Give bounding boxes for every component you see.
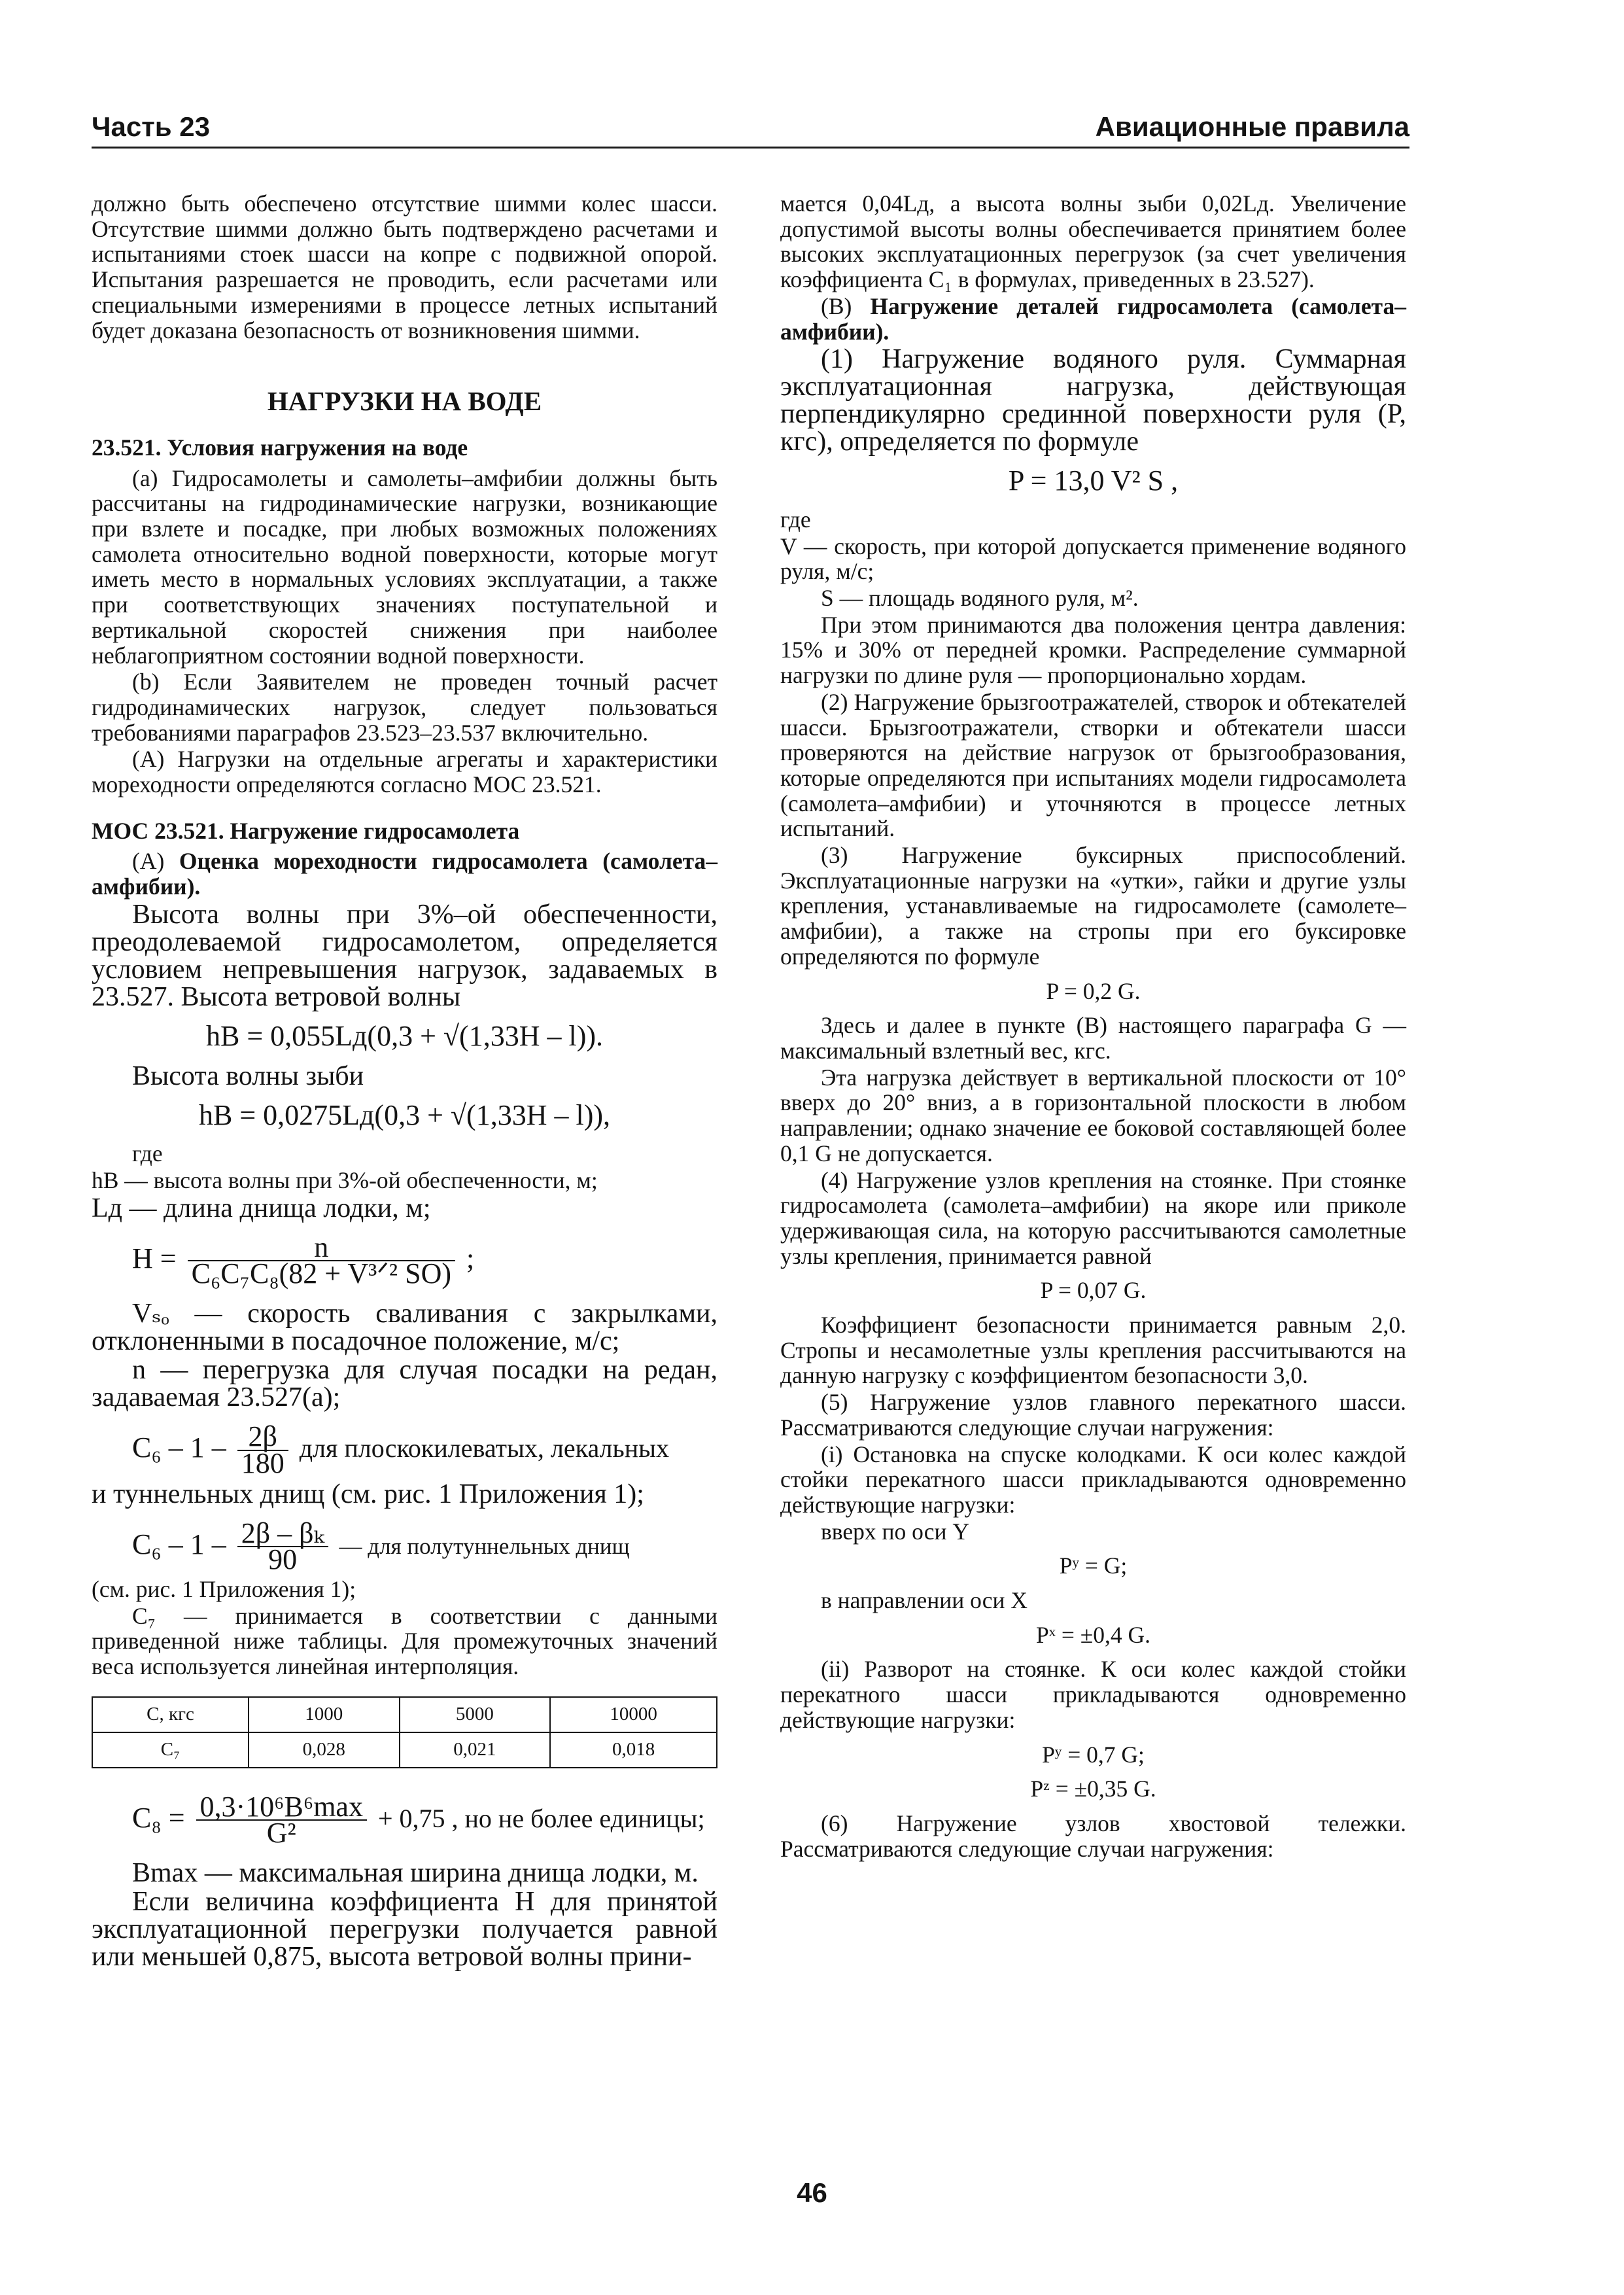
- fraction: [237, 1516, 328, 1576]
- fraction: [196, 1790, 367, 1849]
- formula-tail: — для полутуннельных днищ: [339, 1533, 630, 1559]
- paragraph: (b) Если Заявителем не проведен точный расчет гидродинамических нагрузок, следует пользоваться требованиями параграфов 23.523–23.537 включительно.: [92, 669, 717, 746]
- formula: Pˣ = ±0,4 G.: [1035, 1621, 1151, 1648]
- definition: S — площадь водяного руля, м².: [821, 585, 1139, 612]
- paragraph: Высота волны зыби: [132, 1060, 364, 1091]
- definition: Bmax — максимальная ширина днища лодки, м.: [132, 1858, 699, 1889]
- numerator: 0,3·10⁶B⁶max: [196, 1795, 367, 1821]
- formula-tail: для плоскокилеватых, лекальных: [299, 1433, 670, 1463]
- formula: [132, 1790, 717, 1849]
- formula: Pʸ = 0,7 G;: [1042, 1741, 1145, 1768]
- paragraph: Если величина коэффициента H для принятой эксплуатационной перегрузки получается равной или меньшей 0,875, высота ветровой волны прини-: [92, 1887, 717, 1972]
- table-cell: 5000: [400, 1697, 551, 1732]
- paragraph: [780, 294, 1406, 344]
- running-header: [92, 99, 1409, 149]
- formula: P = 13,0 V² S ,: [1008, 464, 1179, 497]
- table-cell: 0,028: [249, 1732, 400, 1768]
- denominator: C₆C₇C₈(82 + V³ᐟ² SO): [191, 1257, 452, 1290]
- formula: Pᶻ = ±0,35 G.: [1030, 1776, 1156, 1802]
- formula-lhs: C₈ =: [132, 1801, 185, 1834]
- paragraph: (6) Нагружение узлов хвостовой тележки. Рассматриваются следующие случаи нагружения:: [780, 1810, 1406, 1862]
- formula-lhs: C₆ – 1 –: [132, 1528, 226, 1560]
- part-label: Часть 23: [92, 111, 211, 142]
- formula: hВ = 0,055Lд(0,3 + √(1,33H – l)).: [206, 1019, 603, 1052]
- paragraph: (i) Остановка на спуске колодками. К оси колес каждой стойки перекатного шасси прикладываются одновременно действующие нагрузки:: [780, 1441, 1406, 1518]
- bold-heading: Оценка мореходности гидросамолета (самолета–амфибии).: [92, 848, 717, 900]
- paragraph: мается 0,04Lд, а высота волны зыби 0,02Lд. Увеличение допустимой высоты волны обеспечивается принятием более высоких эксплуатационных перегрузок (за счет увеличения коэффициента C₁ в формулах, приведенных в 23.527).: [780, 190, 1406, 293]
- table-row: [92, 1697, 717, 1732]
- definition: V — скорость, при которой допускается применение водяного руля, м/с;: [780, 533, 1406, 585]
- formula: [132, 1231, 717, 1290]
- paragraph: Здесь и далее в пункте (B) настоящего параграфа G — максимальный взлетный вес, кгс.: [780, 1012, 1406, 1064]
- definition: C₇ — принимается в соответствии с данными приведенной ниже таблицы. Для промежуточных значений веса используется линейная интерполяция.: [92, 1602, 717, 1680]
- definition: Lд — длина днища лодки, м;: [92, 1193, 431, 1223]
- right-column: [780, 191, 1406, 1863]
- bold-heading: Нагружение деталей гидросамолета (самолета–амфибии).: [780, 292, 1406, 345]
- formula-tail: ;: [466, 1242, 475, 1274]
- subsection-heading: 23.521. Условия нагружения на воде: [92, 434, 468, 461]
- table-cell: 1000: [249, 1697, 400, 1732]
- table-cell: 0,021: [400, 1732, 551, 1768]
- definition: hВ — высота волны при 3%-ой обеспеченности, м;: [92, 1166, 598, 1193]
- table-cell: 0,018: [550, 1732, 717, 1768]
- formula: Pʸ = G;: [1059, 1552, 1128, 1579]
- paragraph: (1) Нагружение водяного руля. Суммарная эксплуатационная нагрузка, действующая перпендикулярно срединной поверхности руля (P, кгс), определяется по формуле: [780, 344, 1406, 457]
- fraction: [237, 1420, 288, 1479]
- text-line: (см. рис. 1 Приложения 1);: [92, 1575, 356, 1602]
- denominator: 90: [268, 1543, 298, 1576]
- paragraph: Высота волны при 3%–ой обеспеченности, преодолеваемой гидросамолетом, определяется условием непревышения нагрузок, задаваемых в 23.527. Высота ветровой волны: [92, 899, 717, 1012]
- formula: hВ = 0,0275Lд(0,3 + √(1,33H – l)),: [199, 1098, 610, 1131]
- paragraph: Коэффициент безопасности принимается равным 2,0. Стропы и несамолетные узлы крепления рассчитываются на данную нагрузку с коэффициентом безопасности 3,0.: [780, 1312, 1406, 1389]
- item-label: (B): [821, 292, 871, 319]
- item-label: (A): [132, 848, 179, 875]
- section-heading: НАГРУЗКИ НА ВОДЕ: [267, 386, 542, 417]
- definition: n — перегрузка для случая посадки на редан, задаваемая 23.527(a);: [92, 1355, 717, 1413]
- text-line: где: [132, 1140, 163, 1167]
- denominator: G²: [266, 1817, 296, 1849]
- numerator: 2β: [237, 1424, 288, 1451]
- table-cell: C, кгс: [92, 1697, 249, 1732]
- page-number: 46: [797, 2177, 827, 2208]
- text-line: вверх по оси Y: [821, 1518, 969, 1545]
- c7-table: [92, 1696, 717, 1768]
- table-cell: C₇: [92, 1732, 249, 1768]
- paragraph: (3) Нагружение буксирных приспособлений. Эксплуатационные нагрузки на «утки», гайки и другие узлы крепления, устанавливаемые на гидросамолете (самолете–амфибии), а также на стропы при его буксировке определяются по формуле: [780, 842, 1406, 970]
- paragraph: Эта нагрузка действует в вертикальной плоскости от 10° вверх до 20° вниз, а в горизонтальной плоскости в любом направлении; однако значение ее боковой составляющей более 0,1 G не допускается.: [780, 1064, 1406, 1166]
- formula-lhs: H =: [132, 1242, 177, 1274]
- formula: [132, 1516, 717, 1576]
- paragraph: (2) Нагружение брызгоотражателей, створок и обтекателей шасси. Брызгоотражатели, створки и обтекатели шасси проверяются на действие нагрузок от брызгообразования, которые определяются при испытаниях модели гидросамолета (самолета–амфибии) и уточняются в процессе летных испытаний.: [780, 688, 1406, 842]
- text-line: в направлении оси X: [821, 1587, 1028, 1614]
- paragraph: (a) Гидросамолеты и самолеты–амфибии должны быть рассчитаны на гидродинамические нагрузки, возникающие при взлете и посадке, при любых возможных положениях самолета относительно водной поверхности, которые могут иметь место в нормальных условиях эксплуатации, а также при соответствующих значениях поступательной и вертикальной скоростей снижения при наиболее неблагоприятном состоянии водной поверхности.: [92, 464, 717, 669]
- formula-tail: + 0,75 , но не более единицы;: [377, 1803, 705, 1833]
- definition: Vₛₒ — скорость сваливания с закрылками, отклоненными в посадочное положение, м/с;: [92, 1299, 717, 1357]
- left-column: [92, 191, 717, 1972]
- table-row: [92, 1732, 717, 1768]
- fraction: [188, 1231, 455, 1290]
- paragraph: (A) Нагрузки на отдельные агрегаты и характеристики мореходности определяются согласно МОС 23.521.: [92, 746, 717, 798]
- formula: [132, 1420, 717, 1479]
- text-line: и туннельных днищ (см. рис. 1 Приложения 1);: [92, 1479, 644, 1509]
- paragraph: (4) Нагружение узлов крепления на стоянке. При стоянке гидросамолета (самолета–амфибии) на якоре или приколе удерживающая сила, на которую рассчитываются самолетные узлы крепления, принимается равной: [780, 1166, 1406, 1269]
- numerator: n: [188, 1235, 455, 1262]
- formula: P = 0,2 G.: [1046, 977, 1141, 1004]
- paragraph: [92, 849, 717, 899]
- table-cell: 10000: [550, 1697, 717, 1732]
- header-title: Авиационные правила: [1095, 111, 1409, 142]
- numerator: 2β – βₖ: [237, 1521, 328, 1548]
- text-line: где: [780, 506, 811, 533]
- paragraph: должно быть обеспечено отсутствие шимми колес шасси. Отсутствие шимми должно быть подтверждено расчетами и испытаниями стоек шасси на копре с подвижной опорой. Испытания разрешается не проводить, если расчетами или специальными измерениями в процессе летных испытаний будет доказана безопасность от возникновения шимми.: [92, 190, 717, 343]
- formula: P = 0,07 G.: [1040, 1277, 1147, 1304]
- paragraph: (ii) Разворот на стоянке. К оси колес каждой стойки перекатного шасси прикладываются одновременно действующие нагрузки:: [780, 1656, 1406, 1733]
- formula-lhs: C₆ – 1 –: [132, 1431, 226, 1463]
- paragraph: (5) Нагружение узлов главного перекатного шасси. Рассматриваются следующие случаи нагружения:: [780, 1389, 1406, 1441]
- paragraph: При этом принимаются два положения центра давления: 15% и 30% от передней кромки. Распределение суммарной нагрузки по длине руля — пропорционально хордам.: [780, 611, 1406, 689]
- subsection-heading: МОС 23.521. Нагружение гидросамолета: [92, 817, 520, 844]
- denominator: 180: [241, 1446, 285, 1479]
